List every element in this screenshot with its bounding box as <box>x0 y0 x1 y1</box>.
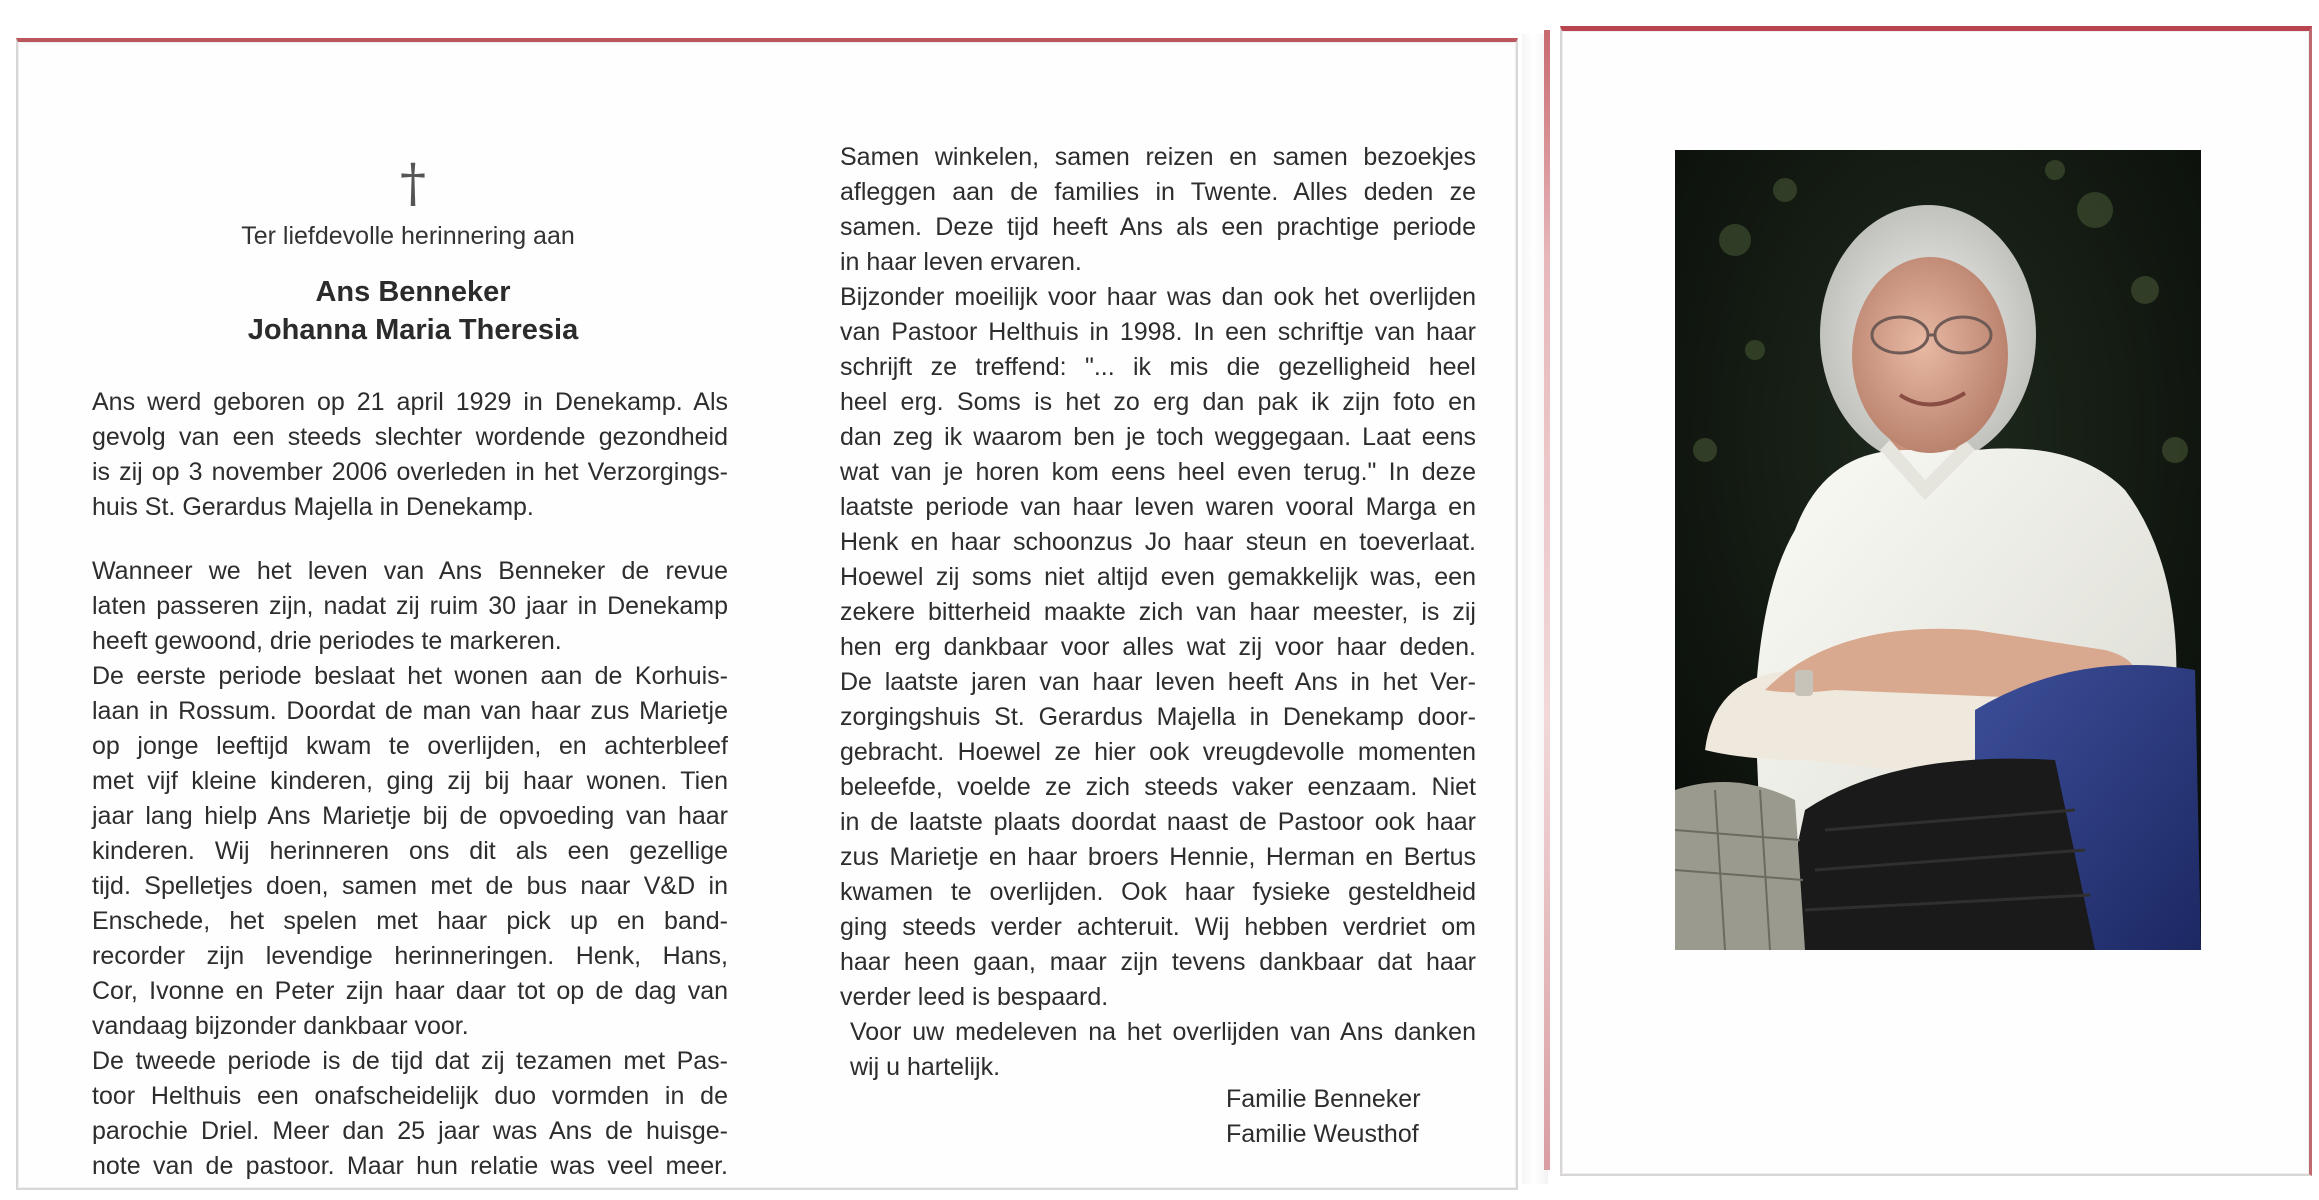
text-line: note van de pastoor. Maar hun relatie was veel meer. <box>92 1152 728 1180</box>
text-line: heel erg. Soms is het zo erg dan pak ik zijn foto en <box>840 388 1476 416</box>
life-story-left-column <box>92 554 728 1184</box>
text-line: Ans werd geboren op 21 april 1929 in Denekamp. Als <box>92 388 728 416</box>
text-line: afleggen aan de families in Twente. Alles deden ze <box>840 178 1476 206</box>
text-line: is zij op 3 november 2006 overleden in het Verzorgings- <box>92 458 728 486</box>
text-line: op jonge leeftijd kwam te overlijden, en achterbleef <box>92 732 728 760</box>
card-fold-edge <box>1544 30 1550 1170</box>
text-line: laan in Rossum. Doordat de man van haar zus Marietje <box>92 697 728 725</box>
deceased-name: Ans Benneker <box>315 276 511 308</box>
text-line: zekere bitterheid maakte zich van haar meester, is zij <box>840 598 1476 626</box>
text-line: wat van je horen kom eens heel even terug." In deze <box>840 458 1476 486</box>
text-line: hen erg dankbaar voor alles wat zij voor haar deden. <box>840 633 1476 661</box>
text-line: gebracht. Hoewel ze hier ook vreugdevolle momenten <box>840 738 1476 766</box>
text-line: Voor uw medeleven na het overlijden van Ans danken <box>850 1018 1476 1046</box>
text-line: kwamen te overlijden. Ook haar fysieke gesteldheid <box>840 878 1476 906</box>
text-line: in de laatste plaats doordat naast de Pastoor ook haar <box>840 808 1476 836</box>
text-line: samen. Deze tijd heeft Ans als een prachtige periode <box>840 213 1476 241</box>
text-line: vandaag bijzonder dankbaar voor. <box>92 1012 469 1040</box>
signature-family-weusthof: Familie Weusthof <box>1226 1120 1419 1148</box>
text-line: Bijzonder moeilijk voor haar was dan ook het overlijden <box>840 283 1476 311</box>
text-line: schrijft ze treffend: "... ik mis die gezelligheid heel <box>840 353 1476 381</box>
text-line: De laatste jaren van haar leven heeft Ans in het Ver- <box>840 668 1476 696</box>
text-line: zorgingshuis St. Gerardus Majella in Denekamp door- <box>840 703 1476 731</box>
text-line: kinderen. Wij herinneren ons dit als een gezellige <box>92 837 728 865</box>
memorial-card-text-panel <box>16 38 1518 1190</box>
text-line: verder leed is bespaard. <box>840 983 1109 1011</box>
cross-icon: † <box>400 154 426 214</box>
text-line: Cor, Ivonne en Peter zijn haar daar tot op de dag van <box>92 977 728 1005</box>
text-line: laten passeren zijn, nadat zij ruim 30 jaar in Denekamp <box>92 592 728 620</box>
portrait-photo <box>1675 150 2201 950</box>
text-line: Hoewel zij soms niet altijd even gemakkelijk was, een <box>840 563 1476 591</box>
text-line: tijd. Spelletjes doen, samen met de bus naar V&D in <box>92 872 728 900</box>
text-line: haar heen gaan, maar zijn tevens dankbaar dat haar <box>840 948 1476 976</box>
text-line: recorder zijn levendige herinneringen. Henk, Hans, <box>92 942 728 970</box>
text-line: Henk en haar schoonzus Jo haar steun en toeverlaat. <box>840 528 1476 556</box>
text-line: De eerste periode beslaat het wonen aan de Korhuis- <box>92 662 728 690</box>
text-line: Wanneer we het leven van Ans Benneker de revue <box>92 557 728 585</box>
text-line: Samen winkelen, samen reizen en samen bezoekjes <box>840 143 1476 171</box>
text-line: parochie Driel. Meer dan 25 jaar was Ans de huisge- <box>92 1117 728 1145</box>
text-line: beleefde, voelde ze zich steeds vaker eenzaam. Niet <box>840 773 1476 801</box>
text-line: dan zeg ik waarom ben je toch weggegaan. Laat eens <box>840 423 1476 451</box>
text-line: toor Helthuis een onafscheidelijk duo vormden in de <box>92 1082 728 1110</box>
text-line: wij u hartelijk. <box>850 1053 1001 1081</box>
life-story-right-column <box>840 140 1476 1015</box>
deceased-full-name: Johanna Maria Theresia <box>247 314 579 346</box>
text-line: huis St. Gerardus Majella in Denekamp. <box>92 493 534 521</box>
signature-family-benneker: Familie Benneker <box>1226 1085 1421 1113</box>
text-line: Enschede, het spelen met haar pick up en band- <box>92 907 728 935</box>
text-line: heeft gewoond, drie periodes te markeren. <box>92 627 562 655</box>
text-line: zus Marietje en haar broers Hennie, Herman en Bertus <box>840 843 1476 871</box>
text-line: met vijf kleine kinderen, ging zij bij haar wonen. Tien <box>92 767 728 795</box>
text-line: in haar leven ervaren. <box>840 248 1082 276</box>
text-line: jaar lang hielp Ans Marietje bij de opvoeding van haar <box>92 802 728 830</box>
dedication-line: Ter liefdevolle herinnering aan <box>241 222 575 250</box>
text-line: laatste periode van haar leven waren vooral Marga en <box>840 493 1476 521</box>
text-line: gevolg van een steeds slechter wordende gezondheid <box>92 423 728 451</box>
text-line: De tweede periode is de tijd dat zij tezamen met Pas- <box>92 1047 728 1075</box>
closing-paragraph <box>850 1015 1476 1085</box>
intro-paragraph <box>92 385 728 525</box>
text-line: van Pastoor Helthuis in 1998. In een schriftje van haar <box>840 318 1476 346</box>
text-line: ging steeds verder achteruit. Wij hebben verdriet om <box>840 913 1476 941</box>
